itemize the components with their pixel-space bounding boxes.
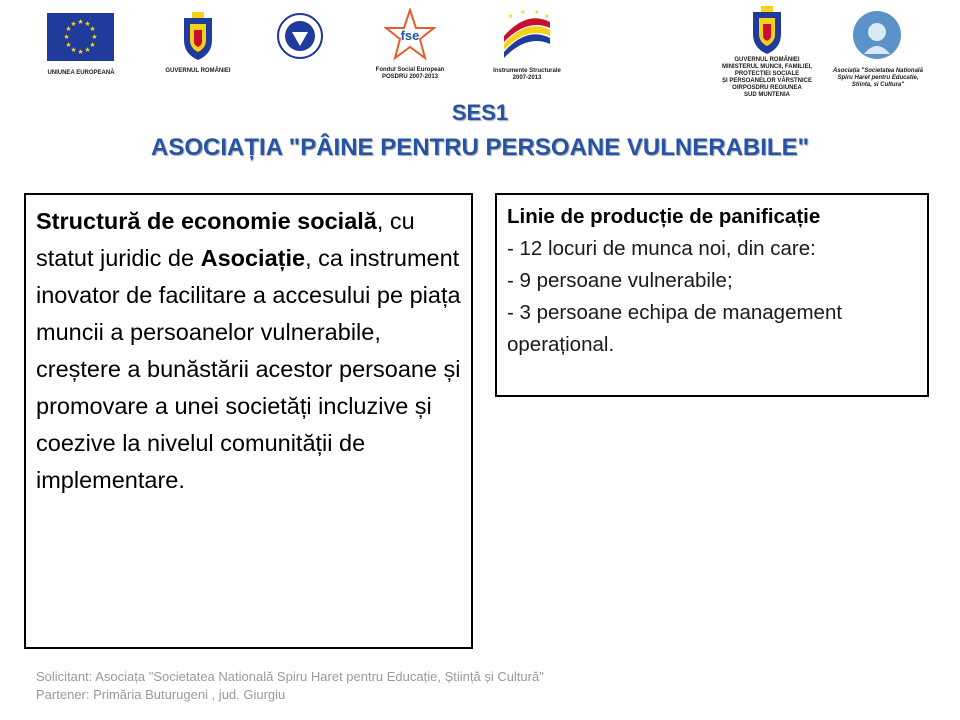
production-line-item: - 3 persoane echipa de management operațional.: [507, 301, 843, 356]
romanian-government-crest-icon: [180, 10, 216, 67]
spiru-haret-association-logo-icon: [852, 10, 902, 65]
svg-text:★: ★: [544, 14, 550, 20]
footer: [36, 668, 544, 704]
instrumente-caption: Instrumente Structurale 2007-2013: [493, 68, 561, 81]
association-caption: Asociația "Societatea Natională Spiru Haret pentru Educatie, Stiinta, si Cultura": [833, 68, 923, 88]
svg-text:★: ★: [89, 26, 96, 33]
government-caption: GUVERNUL ROMÂNIEI: [165, 68, 231, 74]
svg-text:★: ★: [91, 34, 98, 41]
svg-text:★: ★: [77, 19, 84, 26]
description-text-1: , cu statut juridic de: [36, 208, 415, 271]
svg-text:★: ★: [84, 47, 91, 54]
slide-title: SES1: [451, 100, 509, 125]
svg-text:★: ★: [89, 42, 96, 49]
footer-partner: Partener: Primăria Buturugeni , jud. Giurgiu: [36, 687, 286, 702]
eu-flag-icon: [47, 13, 114, 66]
eu-caption: UNIUNEA EUROPEANĂ: [47, 70, 115, 76]
description-bold-2: Asociație: [200, 245, 306, 271]
ministry-crest-icon: [749, 4, 785, 61]
svg-text:★: ★: [70, 47, 77, 54]
romania-ministry-seal-icon: [276, 12, 324, 65]
svg-text:★: ★: [84, 21, 91, 28]
fse-logo-icon: [384, 8, 436, 69]
svg-text:★: ★: [65, 42, 72, 49]
production-line-box: [495, 193, 929, 397]
description-text: [36, 203, 461, 499]
svg-text:★: ★: [508, 14, 514, 20]
description-box: [24, 193, 473, 649]
description-bold-1: Structură de economie socială: [36, 208, 377, 234]
svg-text:★: ★: [77, 49, 84, 56]
production-line-heading: Linie de producție de panificație: [507, 205, 821, 228]
production-line-item: - 9 persoane vulnerabile;: [507, 269, 733, 292]
svg-text:★: ★: [520, 10, 526, 16]
fse-caption: Fondul Social European POSDRU 2007-2013: [375, 67, 445, 80]
svg-text:fse: fse: [400, 28, 420, 43]
ministry-caption: GUVERNUL ROMÂNIEI MINISTERUL MUNCII, FAMILIEI, PROTECȚIEI SOCIALE ȘI PERSOANELOR VÂRSTNICE OIRPOSDRU REGIUNEA SUD MUNTENIA: [721, 57, 812, 98]
svg-text:★: ★: [534, 10, 540, 16]
svg-text:★: ★: [70, 21, 77, 28]
description-text-2: , ca instrument inovator de facilitare a accesului pe piața muncii a persoanelor vulnerabile, creștere a bunăstării acestor persoane și promovare a unei societăți incluzive și coezive la nivelul comunității de implementare.: [36, 245, 461, 493]
svg-text:★: ★: [63, 34, 70, 41]
slide-subtitle: ASOCIAȚIA "PÂINE PENTRU PERSOANE VULNERABILE": [151, 134, 809, 161]
svg-text:★: ★: [65, 26, 72, 33]
instrumente-structurale-logo-icon: [500, 8, 554, 71]
footer-applicant: Solicitant: Asociața "Societatea Natională Spiru Haret pentru Educație, Știință și Cultură": [36, 669, 544, 684]
production-line-item: - 12 locuri de munca noi, din care:: [507, 237, 816, 260]
